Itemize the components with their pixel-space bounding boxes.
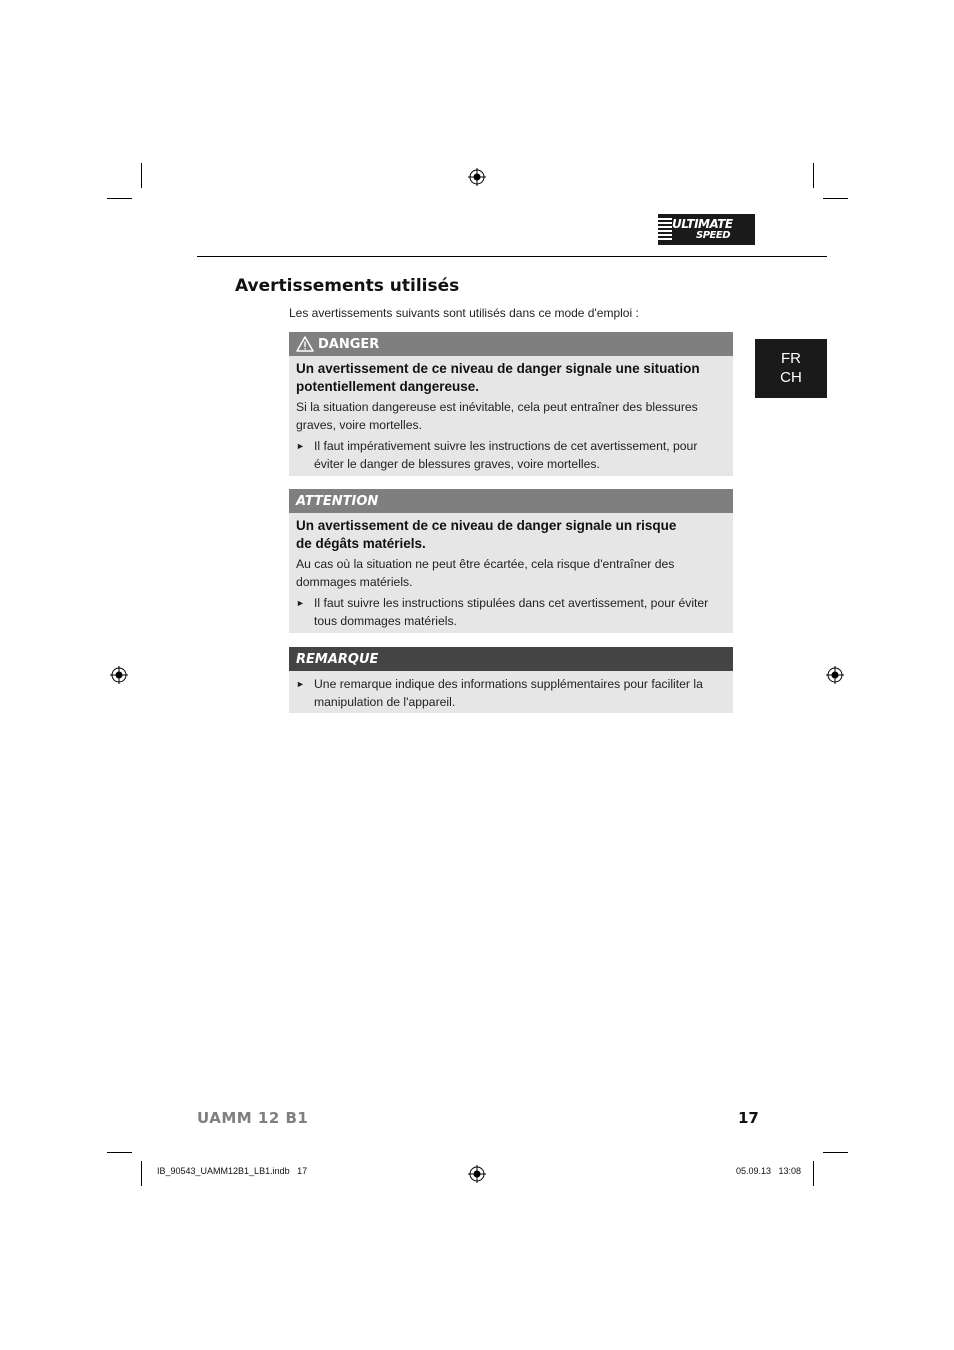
remarque-header [289,647,733,671]
danger-header [289,332,733,356]
bullet-arrow-icon: ► [296,441,305,451]
attention-lead-line: Un avertissement de ce niveau de danger signale un risque [296,518,677,533]
crop-mark [823,198,848,199]
registration-mark-icon [468,168,486,186]
danger-label: DANGER [318,336,380,352]
danger-bullet-line: éviter le danger de blessures graves, voire mortelles. [314,456,600,471]
remarque-label: REMARQUE [296,651,379,667]
crop-mark [107,1152,132,1153]
danger-body [289,356,733,477]
attention-paragraph [296,556,723,591]
language-region: CH [780,369,802,386]
remarque-bullet [296,676,723,711]
danger-bullet-line: Il faut impérativement suivre les instructions de cet avertissement, pour [314,439,698,453]
attention-bullet-line: tous dommages matériels. [314,613,457,628]
danger-lead-line: potentiellement dangereuse. [296,378,480,394]
registration-mark-icon [110,666,128,684]
language-code: FR [781,350,801,367]
attention-bullet-line: Il faut suivre les instructions stipulées dans cet avertissement, pour éviter [314,596,709,610]
attention-label: ATTENTION [296,493,379,509]
attention-box [289,489,733,633]
logo-text-bottom: SPEED [696,230,730,241]
registration-mark-icon [826,666,844,684]
crop-mark [107,198,132,199]
attention-body [289,513,733,634]
bullet-arrow-icon: ► [296,679,305,689]
bullet-arrow-icon: ► [296,598,305,608]
crop-mark [813,163,814,188]
header-divider [197,256,827,257]
attention-paragraph-line: Au cas où la situation ne peut être écartée, cela risque d'entraîner des [296,557,675,571]
crop-mark [823,1152,848,1153]
danger-bullet-text [314,438,697,473]
logo-stripes [658,218,672,241]
danger-lead [296,360,723,395]
attention-lead [296,517,723,552]
attention-bullet [296,595,723,630]
slug-filename: IB_90543_UAMM12B1_LB1.indb 17 [157,1166,308,1176]
crop-mark [813,1161,814,1186]
section-title: Avertissements utilisés [235,276,460,296]
page-number: 17 [738,1109,759,1127]
attention-header [289,489,733,513]
remarque-body [289,671,733,715]
danger-paragraph-line: Si la situation dangereuse est inévitable, cela peut entraîner des blessures [296,400,698,414]
danger-bullet [296,438,723,473]
registration-mark-icon [468,1165,486,1183]
logo-text-top: ULTIMATE [672,217,733,231]
brand-logo [658,214,755,245]
remarque-bullet-line: Une remarque indique des informations supplémentaires pour faciliter la [314,677,703,691]
intro-text: Les avertissements suivants sont utilisés dans ce mode d'emploi : [289,306,639,320]
attention-bullet-text [314,595,708,630]
remarque-bullet-text [314,676,703,711]
danger-box [289,332,733,476]
crop-mark [141,163,142,188]
danger-paragraph-line: graves, voire mortelles. [296,417,422,432]
slug-datetime: 05.09.13 13:08 [736,1166,802,1176]
footer-model: UAMM 12 B1 [197,1109,309,1127]
danger-lead-line: Un avertissement de ce niveau de danger signale une situation [296,361,700,376]
language-tab [755,339,827,398]
remarque-box [289,647,733,713]
attention-paragraph-line: dommages matériels. [296,574,413,589]
remarque-bullet-line: manipulation de l'appareil. [314,694,456,709]
danger-paragraph [296,399,723,434]
warning-triangle-icon [296,336,314,352]
attention-lead-line: de dégâts matériels. [296,535,426,551]
crop-mark [141,1161,142,1186]
